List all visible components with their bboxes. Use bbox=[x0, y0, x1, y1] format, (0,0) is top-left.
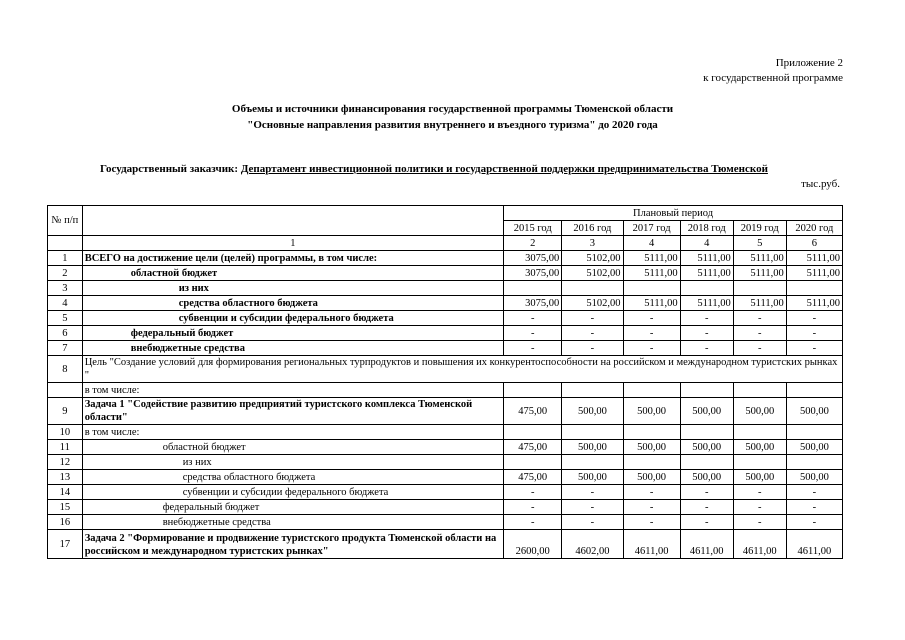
cell-value: 500,00 bbox=[623, 440, 680, 455]
table-row bbox=[48, 470, 843, 485]
cell-value: - bbox=[680, 485, 733, 500]
num-header: № п/п bbox=[48, 206, 83, 236]
column-numbers-row bbox=[48, 236, 843, 251]
cell-value: - bbox=[504, 485, 562, 500]
cell-value: - bbox=[786, 311, 842, 326]
cell-value: - bbox=[623, 485, 680, 500]
title-line-2: "Основные направления развития внутреннего и въездного туризма" до 2020 года bbox=[247, 119, 658, 131]
table-row bbox=[48, 296, 843, 311]
cell-value: - bbox=[786, 341, 842, 356]
cell-value bbox=[680, 455, 733, 470]
cell-value: 5111,00 bbox=[680, 296, 733, 311]
cell-value bbox=[623, 383, 680, 398]
row-number: 2 bbox=[48, 266, 83, 281]
row-number: 11 bbox=[48, 440, 83, 455]
cell-value: 4611,00 bbox=[786, 530, 842, 559]
year-header: 2020 год bbox=[786, 221, 842, 236]
row-label: в том числе: bbox=[82, 383, 503, 398]
cell-value: 500,00 bbox=[623, 470, 680, 485]
table-row bbox=[48, 311, 843, 326]
cell-value bbox=[623, 455, 680, 470]
cell-value: 5111,00 bbox=[733, 296, 786, 311]
cell-value: 5111,00 bbox=[786, 251, 842, 266]
table-row bbox=[48, 266, 843, 281]
cell-value: - bbox=[623, 311, 680, 326]
cell-value: - bbox=[680, 341, 733, 356]
customer-label: Государственный заказчик: bbox=[100, 163, 239, 175]
col-number: 4 bbox=[623, 236, 680, 251]
row-number: 8 bbox=[48, 356, 83, 383]
cell-value: - bbox=[680, 515, 733, 530]
cell-value: 500,00 bbox=[786, 398, 842, 425]
col-number: 2 bbox=[504, 236, 562, 251]
cell-value: 475,00 bbox=[504, 440, 562, 455]
cell-value: 5111,00 bbox=[623, 296, 680, 311]
cell-value: 5111,00 bbox=[623, 251, 680, 266]
cell-value: - bbox=[786, 500, 842, 515]
row-label: средства областного бюджета bbox=[82, 470, 503, 485]
year-header: 2018 год bbox=[680, 221, 733, 236]
row-label: субвенции и субсидии федерального бюджета bbox=[82, 485, 503, 500]
table-row bbox=[48, 440, 843, 455]
table-row bbox=[48, 281, 843, 296]
cell-value: 500,00 bbox=[623, 398, 680, 425]
row-number: 16 bbox=[48, 515, 83, 530]
row-number: 14 bbox=[48, 485, 83, 500]
cell-value: - bbox=[623, 341, 680, 356]
row-number: 13 bbox=[48, 470, 83, 485]
cell-value bbox=[733, 383, 786, 398]
cell-value: 4611,00 bbox=[623, 530, 680, 559]
cell-value: - bbox=[786, 515, 842, 530]
cell-value bbox=[562, 281, 623, 296]
cell-value: - bbox=[504, 515, 562, 530]
cell-value: - bbox=[733, 515, 786, 530]
cell-value: 5102,00 bbox=[562, 266, 623, 281]
table-row bbox=[48, 326, 843, 341]
cell-value: 5111,00 bbox=[733, 251, 786, 266]
cell-value: - bbox=[562, 485, 623, 500]
table-row bbox=[48, 455, 843, 470]
cell-value: - bbox=[680, 326, 733, 341]
cell-value: 475,00 bbox=[504, 398, 562, 425]
cell-value bbox=[733, 425, 786, 440]
row-label: из них bbox=[82, 281, 503, 296]
row-label: из них bbox=[82, 455, 503, 470]
cell-value bbox=[680, 425, 733, 440]
cell-value bbox=[786, 383, 842, 398]
table-row bbox=[48, 500, 843, 515]
row-label: областной бюджет bbox=[82, 440, 503, 455]
cell-value: 500,00 bbox=[786, 440, 842, 455]
cell-value bbox=[562, 455, 623, 470]
cell-value: - bbox=[623, 515, 680, 530]
cell-value bbox=[623, 425, 680, 440]
cell-value: - bbox=[786, 485, 842, 500]
table-row bbox=[48, 383, 843, 398]
cell-value bbox=[504, 281, 562, 296]
cell-value bbox=[562, 383, 623, 398]
cell-value bbox=[504, 455, 562, 470]
cell-value: 500,00 bbox=[733, 440, 786, 455]
cell-value bbox=[623, 281, 680, 296]
cell-value bbox=[733, 455, 786, 470]
cell-value bbox=[786, 281, 842, 296]
table-row bbox=[48, 251, 843, 266]
table-row bbox=[48, 425, 843, 440]
row-number: 3 bbox=[48, 281, 83, 296]
cell-value: 500,00 bbox=[562, 470, 623, 485]
cell-value bbox=[680, 281, 733, 296]
cell-value: 4611,00 bbox=[680, 530, 733, 559]
row-number: 17 bbox=[48, 530, 83, 559]
row-number: 7 bbox=[48, 341, 83, 356]
table-row-task bbox=[48, 530, 843, 559]
cell-value: 5111,00 bbox=[786, 266, 842, 281]
row-label: Задача 1 "Содействие развитию предприятий туристского комплекса Тюменской области" bbox=[82, 398, 503, 425]
row-label: внебюджетные средства bbox=[82, 341, 503, 356]
col-number: 3 bbox=[562, 236, 623, 251]
col-number: 1 bbox=[82, 236, 503, 251]
cell-value: - bbox=[733, 341, 786, 356]
row-number: 15 bbox=[48, 500, 83, 515]
col-number: 4 bbox=[680, 236, 733, 251]
customer-name: Департамент инвестиционной политики и государственной поддержки предпринимательства Тюменской bbox=[240, 163, 768, 175]
row-number bbox=[48, 383, 83, 398]
table-row bbox=[48, 341, 843, 356]
goal-label: Цель "Создание условий для формирования региональных турпродуктов и повышения их конкурентоспособности на российском и международном туристских рынках " bbox=[82, 356, 842, 383]
cell-value: 5102,00 bbox=[562, 251, 623, 266]
row-number: 1 bbox=[48, 251, 83, 266]
cell-value: 5111,00 bbox=[680, 251, 733, 266]
row-number: 4 bbox=[48, 296, 83, 311]
cell-value: 4602,00 bbox=[562, 530, 623, 559]
row-label: федеральный бюджет bbox=[82, 500, 503, 515]
currency-unit: тыс.руб. bbox=[801, 178, 840, 190]
cell-value: - bbox=[504, 500, 562, 515]
table-row bbox=[48, 515, 843, 530]
cell-value: - bbox=[786, 326, 842, 341]
cell-value: 500,00 bbox=[680, 470, 733, 485]
table-row-task bbox=[48, 398, 843, 425]
appendix-line-2: к государственной программе bbox=[703, 72, 843, 84]
cell-value: 3075,00 bbox=[504, 251, 562, 266]
row-label: внебюджетные средства bbox=[82, 515, 503, 530]
cell-value: - bbox=[623, 326, 680, 341]
header-row-period bbox=[48, 206, 843, 221]
cell-value: - bbox=[733, 326, 786, 341]
cell-value: 500,00 bbox=[680, 440, 733, 455]
row-label: федеральный бюджет bbox=[82, 326, 503, 341]
cell-value: - bbox=[562, 326, 623, 341]
cell-value bbox=[562, 425, 623, 440]
col-number-blank bbox=[48, 236, 83, 251]
year-header: 2017 год bbox=[623, 221, 680, 236]
appendix-line-1: Приложение 2 bbox=[775, 57, 843, 69]
cell-value: - bbox=[504, 326, 562, 341]
row-label: ВСЕГО на достижение цели (целей) программы, в том числе: bbox=[82, 251, 503, 266]
row-label: средства областного бюджета bbox=[82, 296, 503, 311]
cell-value: - bbox=[562, 311, 623, 326]
row-number: 5 bbox=[48, 311, 83, 326]
row-number: 9 bbox=[48, 398, 83, 425]
cell-value: - bbox=[733, 485, 786, 500]
label-header-blank bbox=[82, 206, 503, 236]
cell-value: - bbox=[562, 341, 623, 356]
row-number: 12 bbox=[48, 455, 83, 470]
cell-value bbox=[733, 281, 786, 296]
cell-value: - bbox=[623, 500, 680, 515]
cell-value: 500,00 bbox=[733, 398, 786, 425]
financing-table bbox=[47, 205, 843, 559]
document-title bbox=[0, 101, 905, 133]
period-header: Плановый период bbox=[504, 206, 843, 221]
cell-value: 5111,00 bbox=[786, 296, 842, 311]
row-label: областной бюджет bbox=[82, 266, 503, 281]
cell-value: 5102,00 bbox=[562, 296, 623, 311]
year-header: 2019 год bbox=[733, 221, 786, 236]
state-customer bbox=[100, 163, 768, 175]
cell-value: - bbox=[680, 500, 733, 515]
cell-value: 5111,00 bbox=[733, 266, 786, 281]
cell-value bbox=[786, 425, 842, 440]
col-number: 5 bbox=[733, 236, 786, 251]
cell-value: 500,00 bbox=[733, 470, 786, 485]
cell-value: 500,00 bbox=[786, 470, 842, 485]
cell-value: 5111,00 bbox=[623, 266, 680, 281]
cell-value bbox=[504, 383, 562, 398]
cell-value: - bbox=[733, 311, 786, 326]
cell-value: 2600,00 bbox=[504, 530, 562, 559]
cell-value: 500,00 bbox=[562, 440, 623, 455]
cell-value: 475,00 bbox=[504, 470, 562, 485]
appendix-note bbox=[703, 56, 843, 86]
row-number: 10 bbox=[48, 425, 83, 440]
cell-value: 500,00 bbox=[562, 398, 623, 425]
cell-value bbox=[504, 425, 562, 440]
title-line-1: Объемы и источники финансирования государственной программы Тюменской области bbox=[231, 103, 674, 115]
cell-value: - bbox=[562, 500, 623, 515]
cell-value: - bbox=[504, 341, 562, 356]
cell-value: 3075,00 bbox=[504, 296, 562, 311]
year-header: 2015 год bbox=[504, 221, 562, 236]
col-number: 6 bbox=[786, 236, 842, 251]
row-label: в том числе: bbox=[82, 425, 503, 440]
table-row bbox=[48, 485, 843, 500]
row-label: субвенции и субсидии федерального бюджета bbox=[82, 311, 503, 326]
cell-value: 500,00 bbox=[680, 398, 733, 425]
cell-value: - bbox=[733, 500, 786, 515]
table-row-goal bbox=[48, 356, 843, 383]
cell-value: 3075,00 bbox=[504, 266, 562, 281]
row-label: Задача 2 "Формирование и продвижение туристского продукта Тюменской области на российском и международном туристских рынках" bbox=[82, 530, 503, 559]
year-header: 2016 год bbox=[562, 221, 623, 236]
cell-value: 5111,00 bbox=[680, 266, 733, 281]
cell-value: - bbox=[562, 515, 623, 530]
row-number: 6 bbox=[48, 326, 83, 341]
cell-value: - bbox=[504, 311, 562, 326]
cell-value bbox=[680, 383, 733, 398]
cell-value bbox=[786, 455, 842, 470]
cell-value: 4611,00 bbox=[733, 530, 786, 559]
cell-value: - bbox=[680, 311, 733, 326]
